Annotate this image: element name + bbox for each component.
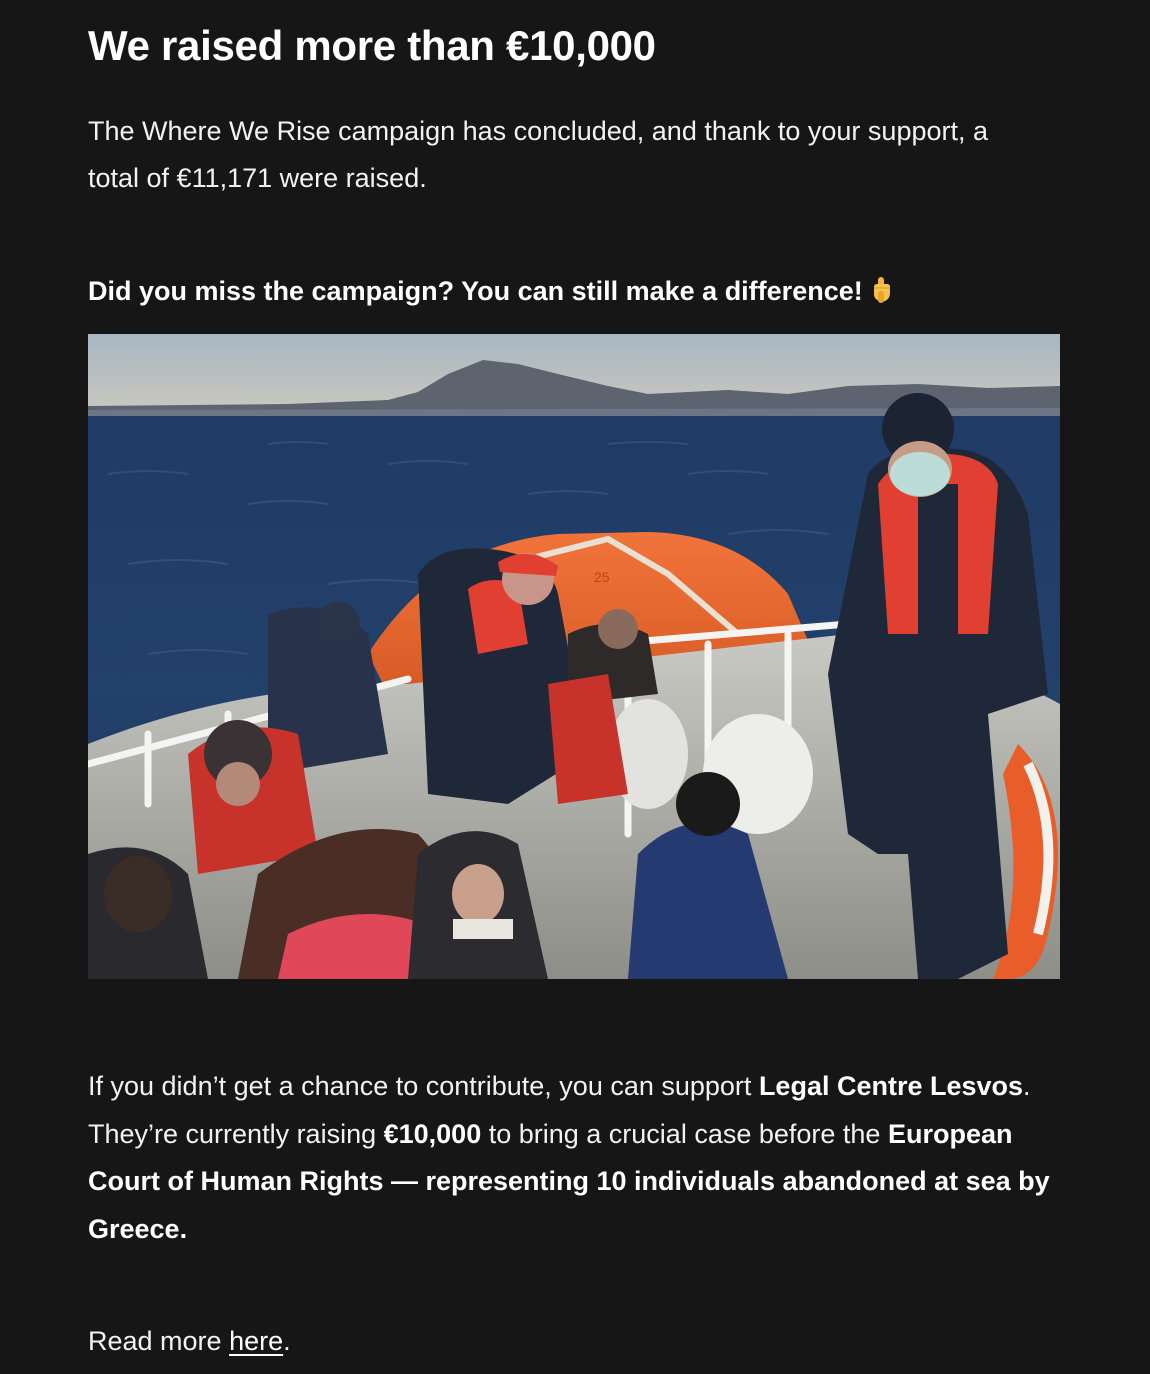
raising-text: They’re currently raising — [88, 1118, 384, 1149]
support-text-period: . — [1023, 1071, 1031, 1101]
cta-line — [88, 268, 893, 315]
court-case-text: European Court of Human Rights — representing 10 individuals abandoned at sea by Greece. — [88, 1118, 1050, 1244]
intro-paragraph: The Where We Rise campaign has concluded, and thank to your support, a total of €11,171 were raised. — [88, 116, 989, 193]
pointing-down-hand-icon — [869, 273, 893, 303]
read-more-link[interactable]: here — [229, 1326, 284, 1356]
cta-text: Did you miss the campaign? You can still make a difference! — [88, 276, 863, 306]
support-paragraph — [88, 1063, 1060, 1253]
read-more-period: . — [283, 1326, 291, 1356]
case-text: to bring a crucial case before the — [481, 1118, 888, 1149]
svg-text:25: 25 — [594, 569, 610, 585]
page-title: We raised more than €10,000 — [88, 22, 656, 69]
legal-centre-name: Legal Centre Lesvos — [758, 1071, 1024, 1101]
target-amount: €10,000 — [383, 1118, 482, 1149]
support-text-intro: If you didn’t get a chance to contribute, you can support — [88, 1071, 759, 1101]
read-more-line — [88, 1318, 291, 1365]
read-more-text: Read more — [88, 1326, 230, 1356]
rescue-boat-photo — [88, 334, 1060, 979]
